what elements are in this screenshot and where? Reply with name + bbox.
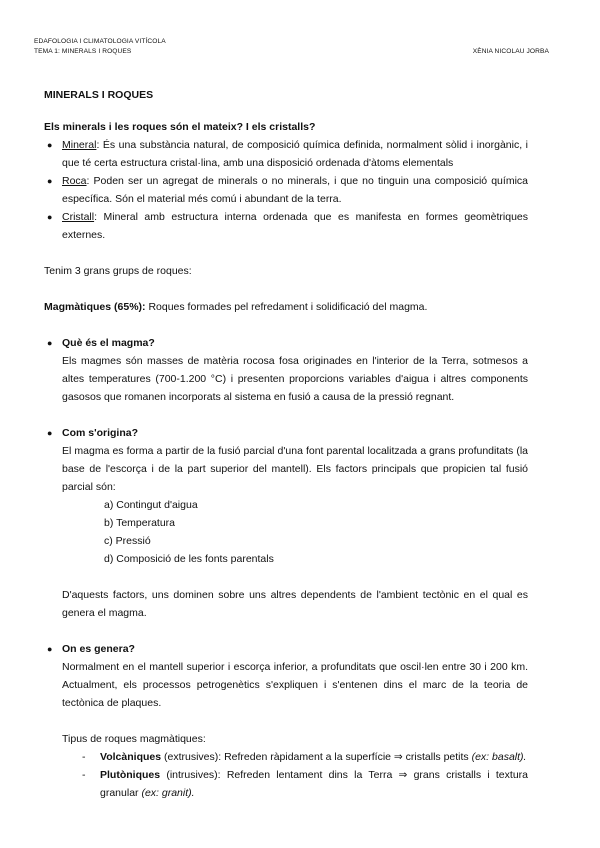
dash-icon: -	[82, 769, 86, 781]
term-mineral: Mineral	[62, 139, 97, 151]
magma-origin-section	[44, 424, 528, 442]
magma-origin-text: El magma es forma a partir de la fusió parcial d'una font parental localitzada a grans profunditats (la base de l'escorça i de la part superior del mantell). Els factors principals que propicien tal fusió parcial són:	[62, 445, 528, 493]
dash-icon: -	[82, 751, 86, 763]
bullet-icon: ●	[47, 338, 53, 348]
factor-list	[44, 496, 528, 568]
definition-roca	[44, 172, 528, 208]
question-what: Què és el magma?	[62, 337, 155, 349]
term-cristall: Cristall	[62, 211, 95, 223]
types-title: Tipus de roques magmàtiques:	[62, 733, 206, 745]
definition-cristall	[44, 208, 528, 244]
page-title: MINERALS I ROQUES	[44, 89, 154, 101]
bullet-icon: ●	[47, 428, 53, 438]
factor-item: d) Composició de les fonts parentals	[104, 553, 274, 565]
term-roca: Roca	[62, 175, 87, 187]
definition-mineral	[44, 136, 528, 172]
factor-item: a) Contingut d'aigua	[104, 499, 198, 511]
definition-text: : Poden ser un agregat de minerals o no minerals, i que no tinguin una composició química específica. Són el material més comú i abundant de la terra.	[62, 175, 528, 205]
magma-what-section	[44, 334, 528, 352]
definition-list	[44, 136, 528, 244]
definition-text: : Mineral amb estructura interna ordenada que es manifesta en formes geomètriques externes.	[62, 211, 528, 241]
magma-where-text: Normalment en el mantell superior i escorça inferior, a profunditats que oscil·len entre 30 i 200 km. Actualment, els processos petrogenètics s'expliquen i s'entenen dins el marc de la teoria de tectònica de plaques.	[62, 661, 528, 709]
definition-text: : És una substància natural, de composició química definida, normalment sòlid i inorgànic, i que té certa estructura cristal·lina, amb una disposició ordenada d'àtoms elementals	[62, 139, 528, 169]
magmatic-label: Magmàtiques (65%):	[44, 301, 146, 313]
intro-question: Els minerals i les roques són el mateix? I els cristalls?	[44, 121, 316, 133]
magma-where-section	[44, 640, 528, 658]
magma-origin-after: D'aquests factors, uns dominen sobre uns altres dependents de l'ambient tectònic en el qual es genera el magma.	[62, 589, 528, 619]
header-topic: TEMA 1: MINERALS I ROQUES	[34, 48, 132, 55]
factor-item: c) Pressió	[104, 535, 151, 547]
rock-type-volcanic: - Volcàniques (extrusives): Refreden ràpidament a la superfície ⇒ cristalls petits (ex: basalt).	[82, 748, 528, 766]
magmatic-definition	[44, 298, 528, 316]
factor-item: b) Temperatura	[104, 517, 176, 529]
bullet-icon: ●	[47, 644, 53, 654]
question-origin: Com s'origina?	[62, 427, 139, 439]
magma-what-text: Els magmes són masses de matèria rocosa fosa originades en l'interior de la Terra, sotmesos a altes temperatures (700-1.200 °C) i presenten proporcions variables d'aigua i altres components gasosos que romanen incorporats al sistema en fusió a causa de la pressió regnant.	[62, 355, 528, 403]
header-author: XÈNIA NICOLAU JORBA	[472, 48, 549, 55]
rock-type-plutonic: - Plutòniques (intrusives): Refreden lentament dins la Terra ⇒ grans cristalls i textura granular (ex: granit).	[82, 766, 528, 802]
magmatic-text: Roques formades pel refredament i solidificació del magma.	[145, 301, 428, 313]
document-body	[44, 86, 528, 802]
question-where: On es genera?	[62, 643, 135, 655]
rock-type-list	[44, 748, 528, 802]
bullet-icon: ●	[47, 140, 53, 150]
header-course: EDAFOLOGIA I CLIMATOLOGIA VITÍCOLA	[34, 38, 166, 45]
groups-intro: Tenim 3 grans grups de roques:	[44, 265, 192, 277]
bullet-icon: ●	[47, 212, 53, 222]
bullet-icon: ●	[47, 176, 53, 186]
